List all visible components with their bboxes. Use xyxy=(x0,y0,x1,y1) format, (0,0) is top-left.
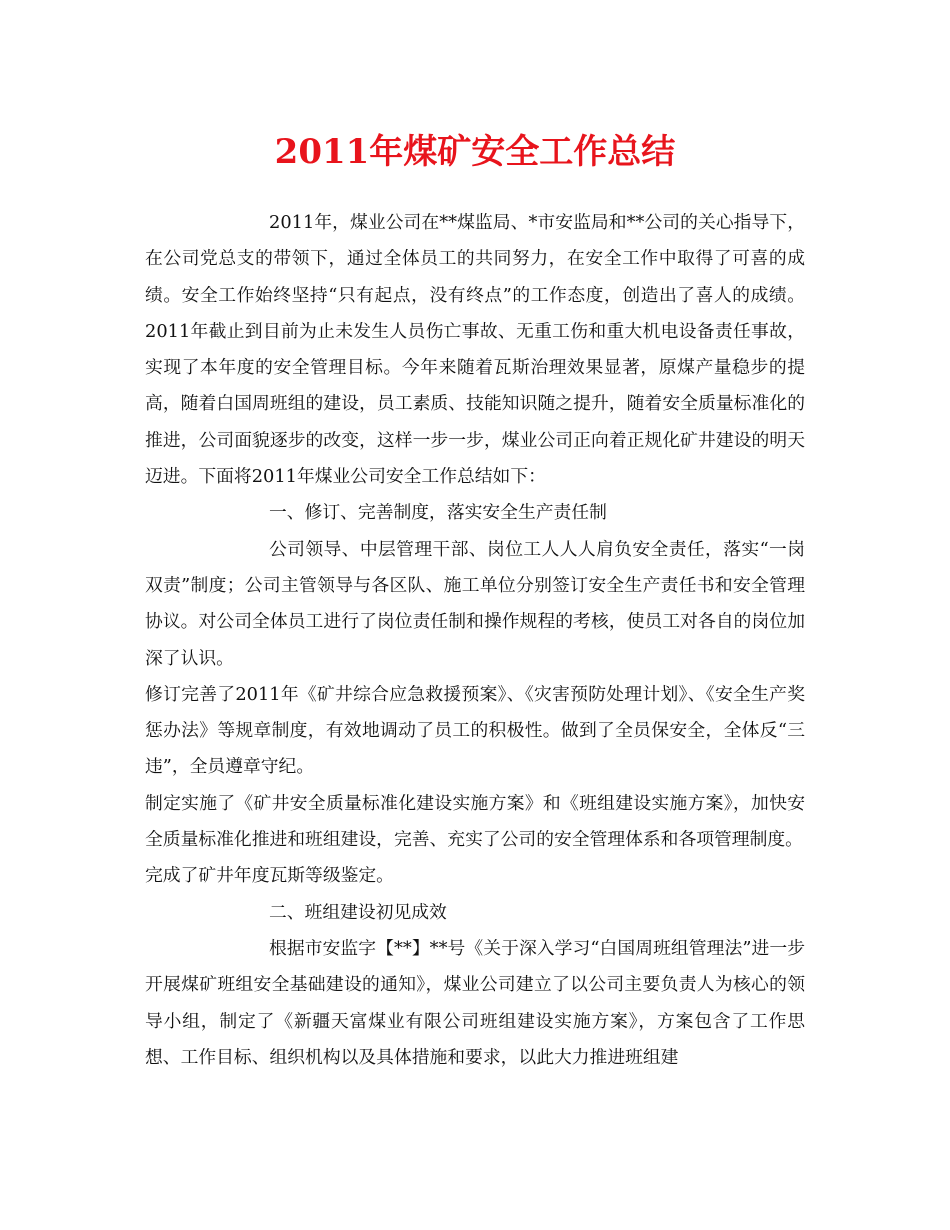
paragraph-team-building: 根据市安监字【**】**号《关于深入学习“白国周班组管理法”进一步开展煤矿班组安全基础建设的通知》，煤业公司建立了以公司主要负责人为核心的领导小组，制定了《新疆天富煤业有限公司班组建设实施方案》，方案包含了工作思想、工作目标、组织机构以及具体措施和要求，以此大力推进班组建 xyxy=(145,937,805,1068)
section-heading-1: 一、修订、完善制度，落实安全生产责任制 xyxy=(269,502,607,524)
paragraph-regulations: 修订完善了2011年《矿井综合应急救援预案》、《灾害预防处理计划》、《安全生产奖惩办法》等规章制度，有效地调动了员工的积极性。做到了全员保安全，全体反“三违”，全员遵章守纪。 xyxy=(145,683,805,778)
section-heading-2: 二、班组建设初见成效 xyxy=(269,901,447,923)
paragraph-intro: 2011年，煤业公司在**煤监局、*市安监局和**公司的关心指导下，在公司党总支的带领下，通过全体员工的共同努力，在安全工作中取得了可喜的成绩。安全工作始终坚持“只有起点，没有终点”的工作态度，创造出了喜人的成绩。2011年截止到目前为止未发生人员伤亡事故、无重工伤和重大机电设备责任事故，实现了本年度的安全管理目标。今年来随着瓦斯治理效果显著，原煤产量稳步的提高，随着白国周班组的建设，员工素质、技能知识随之提升，随着安全质量标准化的推进，公司面貌逐步的改变，这样一步一步，煤业公司正向着正规化矿井建设的明天迈进。下面将2011年煤业公司安全工作总结如下： xyxy=(145,212,805,488)
paragraph-plans: 制定实施了《矿井安全质量标准化建设实施方案》和《班组建设实施方案》，加快安全质量标准化推进和班组建设，完善、充实了公司的安全管理体系和各项管理制度。 xyxy=(145,792,805,851)
paragraph-responsibility: 公司领导、中层管理干部、岗位工人人人肩负安全责任，落实“一岗双责”制度；公司主管领导与各区队、施工单位分别签订安全生产责任书和安全管理协议。对公司全体员工进行了岗位责任制和操作规程的考核，使员工对各自的岗位加深了认识。 xyxy=(145,538,805,669)
document-title: 2011年煤矿安全工作总结 xyxy=(274,132,676,172)
paragraph-gas-rating: 完成了矿井年度瓦斯等级鉴定。 xyxy=(145,865,394,887)
document-body xyxy=(145,205,805,1076)
